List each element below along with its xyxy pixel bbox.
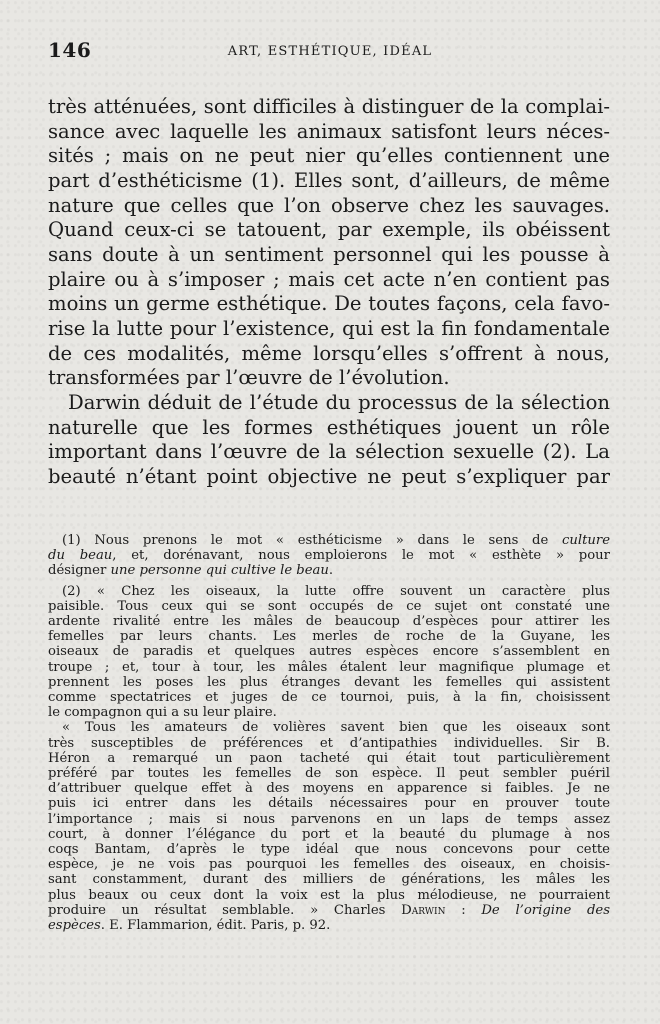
- footnote-2-continued: [48, 720, 610, 933]
- footnote-line: [48, 563, 610, 578]
- footnote-italic: une personne qui cultive le beau: [110, 563, 329, 579]
- footnote-line: le compagnon qui a su leur plaire.: [48, 705, 277, 721]
- body-line: naturelle que les formes esthétiques jouent un rôle: [48, 415, 610, 439]
- footnote-line: comme spectatrices et juges de ce tournoi, puis, à la fin, choisissent: [48, 690, 610, 706]
- footnote-line: d’attribuer quelque effet à des moyens en apparence si faibles. Je ne: [48, 781, 610, 797]
- body-line: plaire ou à s’imposer ; mais cet acte n’en contient pas: [48, 267, 610, 291]
- footnote-line: troupe ; et, tour à tour, les mâles étalent leur magnifique plumage et: [48, 659, 610, 675]
- body-line: de ces modalités, même lorsqu’elles s’offrent à nous,: [48, 341, 610, 365]
- footnotes: [48, 533, 610, 933]
- body-text: [48, 95, 610, 490]
- footnote-line: coqs Bantam, d’après le type idéal que nous concevons pour cette: [48, 842, 610, 858]
- body-line: important dans l’œuvre de la sélection sexuelle (2). La: [48, 440, 610, 464]
- body-line: transformées par l’œuvre de l’évolution.: [48, 366, 450, 390]
- footnote-1: [48, 533, 610, 579]
- footnote-italic: culture: [562, 533, 610, 548]
- citation-title: espèces: [48, 918, 101, 934]
- body-line: sance avec laquelle les animaux satisfont leurs néces-: [48, 119, 610, 143]
- footnote-line: paisible. Tous ceux qui se sont occupés de ce sujet ont constaté une: [48, 598, 610, 614]
- body-line: Darwin déduit de l’étude du processus de la sélection: [68, 390, 610, 414]
- footnote-text: produire un résultat semblable. » Charles: [48, 902, 402, 918]
- footnote-line: [48, 918, 610, 933]
- footnote-text: .: [328, 563, 334, 579]
- footnote-line: [48, 548, 610, 563]
- footnote-line: [48, 533, 610, 548]
- footnote-line: femelles par leurs chants. Les merles de roche de la Guyane, les: [48, 629, 610, 645]
- footnote-line: Héron a remarqué un paon tacheté qui était tout particulièrement: [48, 750, 610, 766]
- body-line: sans doute à un sentiment personnel qui les pousse à: [48, 242, 610, 266]
- running-head: ART, ESTHÉTIQUE, IDÉAL: [227, 44, 433, 59]
- body-line: Quand ceux-ci se tatouent, par exemple, ils obéissent: [48, 218, 610, 242]
- body-line: rise la lutte pour l’existence, qui est la fin fondamentale: [48, 316, 610, 340]
- footnote-line: « Tous les amateurs de volières savent bien que les oiseaux sont: [62, 720, 610, 736]
- footnote-line: préféré par toutes les femelles de son espèce. Il peut sembler puéril: [48, 766, 610, 782]
- page-number: 146: [48, 38, 92, 62]
- body-line: moins un germe esthétique. De toutes façons, cela favo-: [48, 292, 610, 316]
- footnote-line: (2) « Chez les oiseaux, la lutte offre souvent un caractère plus: [62, 583, 610, 599]
- footnote-line: [48, 903, 610, 918]
- body-line: beauté n’étant point objective ne peut s’expliquer par: [48, 464, 610, 488]
- body-line: très atténuées, sont difficiles à distinguer de la complai-: [48, 95, 610, 118]
- citation-author: Darwin: [401, 902, 446, 918]
- footnote-text: , et, dorénavant, nous emploierons le mot « esthète » pour: [112, 548, 610, 564]
- footnote-text: désigner: [48, 563, 111, 579]
- footnote-line: plus beaux ou ceux dont la voix est la plus mélodieuse, ne pourraient: [48, 887, 610, 903]
- footnote-line: espèce, je ne vois pas pourquoi les femelles des oiseaux, en choisis-: [48, 857, 610, 873]
- footnote-line: court, à donner l’élégance du port et la beauté du plumage à nos: [48, 826, 610, 842]
- body-line: nature que celles que l’on observe chez les sauvages.: [48, 193, 610, 217]
- citation-publisher: . E. Flammarion, édit. Paris, p. 92.: [100, 918, 331, 934]
- footnote-line: prennent les poses les plus étranges devant les femelles qui assistent: [48, 674, 610, 690]
- footnote-2: [48, 584, 610, 721]
- footnote-text: :: [445, 902, 482, 918]
- footnote-line: sant constamment, durant des milliers de générations, les mâles les: [48, 872, 610, 888]
- body-line: sités ; mais on ne peut nier qu’elles contiennent une: [48, 144, 610, 168]
- citation-title: De l’origine des: [481, 902, 611, 918]
- footnote-line: très susceptibles de préférences et d’antipathies individuelles. Sir B.: [48, 735, 610, 751]
- footnote-line: l’importance ; mais si nous parvenons en un laps de temps assez: [48, 811, 610, 827]
- footnote-line: ardente rivalité entre les mâles de beaucoup d’espèces pour attirer les: [48, 614, 610, 630]
- footnote-line: puis ici entrer dans les détails nécessaires pour en prouver toute: [48, 796, 610, 812]
- body-line: part d’esthéticisme (1). Elles sont, d’ailleurs, de même: [48, 168, 610, 192]
- page-header: [48, 38, 612, 66]
- footnote-text: (1) Nous prenons le mot « esthéticisme » dans le sens de: [62, 533, 562, 548]
- footnote-line: oiseaux de paradis et quelques autres espèces encore s’assemblent en: [48, 644, 610, 660]
- footnote-italic: du beau: [48, 548, 113, 564]
